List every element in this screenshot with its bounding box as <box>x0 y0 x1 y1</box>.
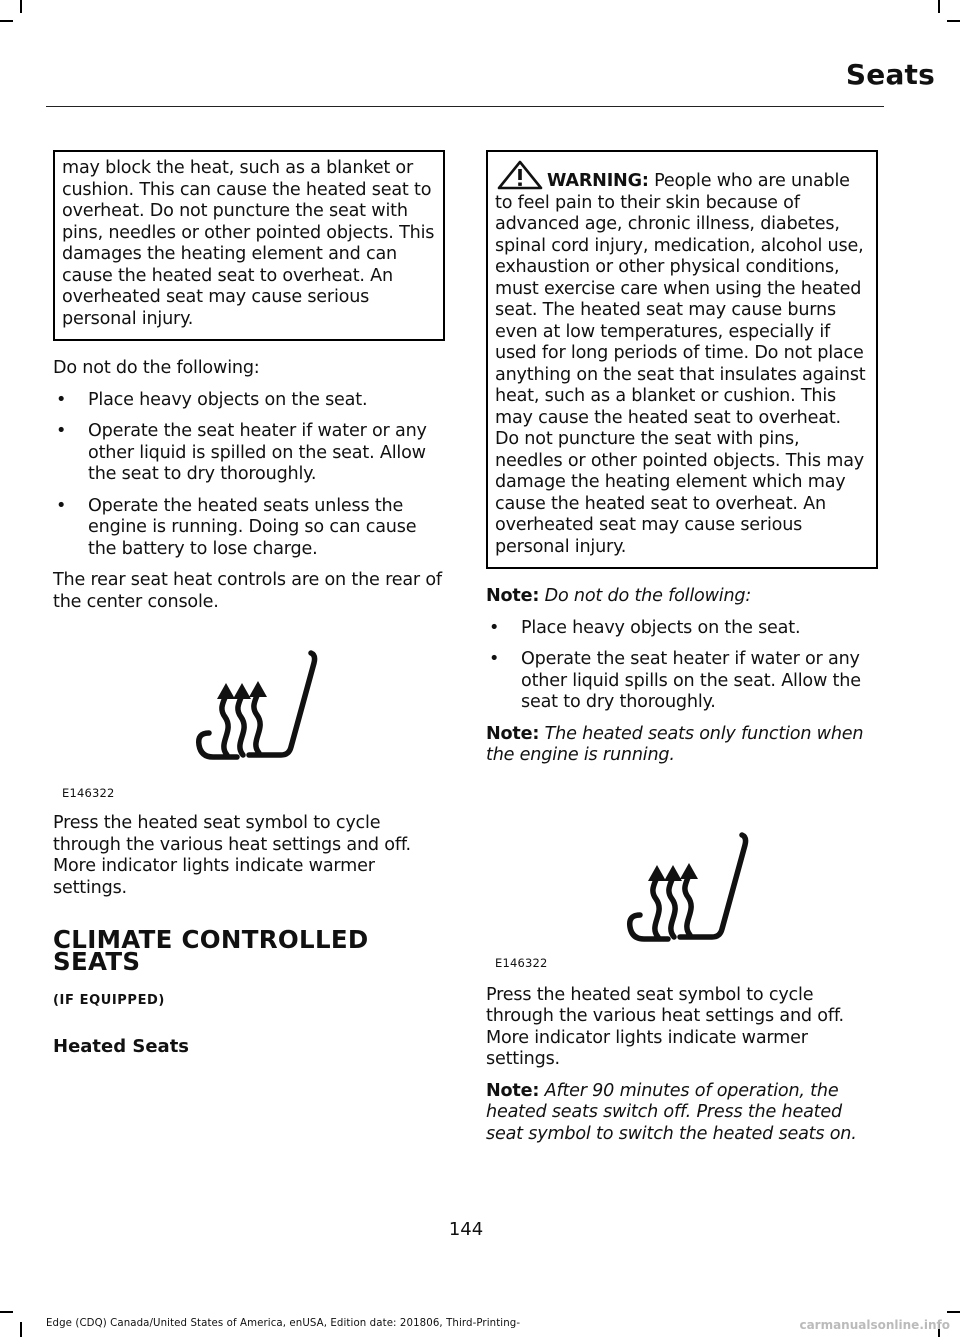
warning-text: People who are unable to feel pain to their skin because of advanced age, chronic illness, diabetes, spinal cord injury, medication, alcohol use, exhaustion or other physical conditions, must exercise care when using the heated seat. The heated seat may cause burns even at low temperatures, especially if used for long periods of time. Do not place anything on the seat that insulates against heat, such as a blanket or cushion. This may cause the heated seat to overheat. Do not puncture the seat with pins, needles or other pointed objects. This may damage the heating element which may cause the heated seat to overheat. An overheated seat may cause serious personal injury. <box>495 171 866 557</box>
crop-mark <box>20 1322 22 1337</box>
section-heading: CLIMATE CONTROLLED SEATS <box>53 925 369 976</box>
note <box>486 1081 878 1146</box>
edition-footer: Edge (CDQ) Canada/United States of America, enUSA, Edition date: 201806, Third-Printing- <box>46 1318 521 1329</box>
list-item: • Operate the heated seats unless the engine is running. Doing so can cause the battery to lose charge. <box>53 496 445 561</box>
heated-seat-icon <box>624 829 754 949</box>
list-item: • Operate the seat heater if water or any other liquid is spilled on the seat. Allow the seat to dry thoroughly. <box>53 421 445 486</box>
bullet-list <box>486 618 878 714</box>
warning-box-continued <box>53 150 445 341</box>
press-instruction-text: Press the heated seat symbol to cycle through the various heat settings and off. More indicator lights indicate warmer settings. <box>53 813 411 898</box>
warning-box <box>486 150 878 569</box>
heated-seats-heading: Heated Seats <box>53 1035 190 1057</box>
rear-controls-text: The rear seat heat controls are on the rear of the center console. <box>53 570 442 612</box>
watermark: carmanualsonline.info <box>799 1318 950 1332</box>
note <box>486 724 878 767</box>
list-item: • Place heavy objects on the seat. <box>486 618 878 640</box>
heated-seat-figure <box>53 623 445 805</box>
press-instruction-text: Press the heated seat symbol to cycle through the various heat settings and off. More indicator lights indicate warmer settings. <box>486 984 844 1069</box>
note-text: The heated seats only function when the engine is running. <box>486 723 864 765</box>
left-column <box>53 150 445 1057</box>
crop-mark <box>0 20 13 22</box>
note-label: Note: <box>486 586 540 606</box>
note-label: Note: <box>486 723 540 744</box>
figure-label: E146322 <box>495 955 548 970</box>
heated-seat-figure <box>486 777 878 977</box>
crop-mark <box>0 1311 13 1313</box>
warning-continued-text: may block the heat, such as a blanket or cushion. This can cause the heated seat to overheat. Do not puncture the seat with pins, needles or other pointed objects. This damages the heating element and can cause the heated seat to overheat. An overheated seat may cause serious personal injury. <box>62 158 435 329</box>
note-text: Do not do the following: <box>544 586 752 606</box>
note-label: Note: <box>486 1080 540 1101</box>
title-divider <box>46 106 884 107</box>
note <box>486 586 878 608</box>
intro-text: Do not do the following: <box>53 358 260 378</box>
note-text: After 90 minutes of operation, the heated seats switch off. Press the heated seat symbol to switch the heated seats on. <box>486 1080 857 1144</box>
section-subheading: (IF EQUIPPED) <box>53 993 165 1008</box>
page-title: Seats <box>845 58 935 91</box>
crop-mark <box>20 0 22 13</box>
list-item: • Operate the seat heater if water or any other liquid spills on the seat. Allow the seat to dry thoroughly. <box>486 649 878 714</box>
crop-mark <box>938 0 940 13</box>
crop-mark <box>947 20 960 22</box>
list-item: • Place heavy objects on the seat. <box>53 390 445 412</box>
warning-label: WARNING: <box>547 171 649 191</box>
bullet-list <box>53 390 445 561</box>
right-column <box>486 150 878 1155</box>
warning-triangle-icon <box>497 160 543 190</box>
page-number: 144 <box>448 1219 484 1240</box>
crop-mark <box>947 1311 960 1313</box>
heated-seat-icon <box>193 647 323 767</box>
figure-label: E146322 <box>62 786 115 800</box>
